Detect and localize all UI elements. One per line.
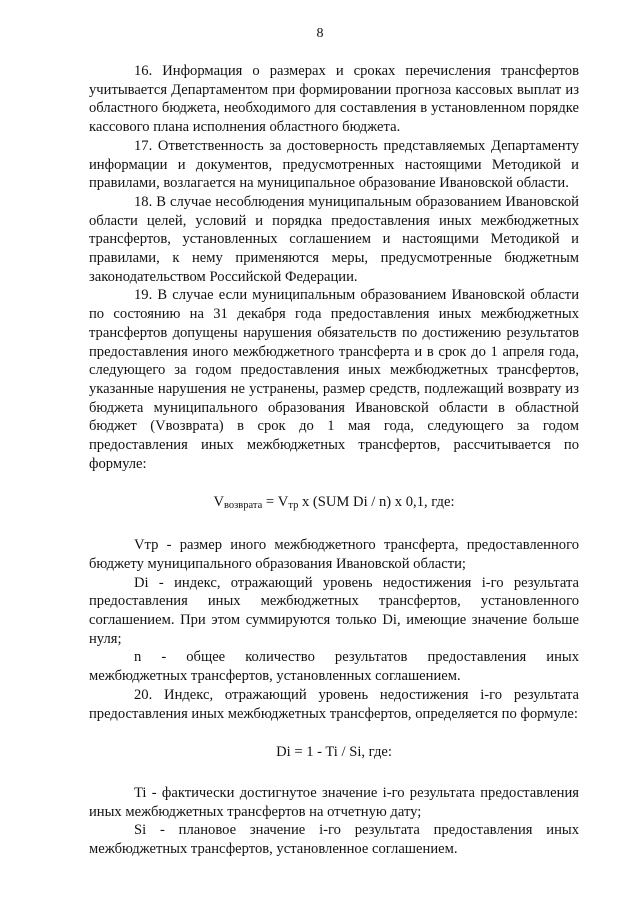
- definition-n: n - общее количество результатов предоставления иных межбюджетных трансфертов, установленных соглашением.: [89, 649, 579, 685]
- formula-return-amount: [89, 493, 579, 512]
- formula-lhs: V: [213, 494, 225, 511]
- formula-index: Di = 1 - Ti / Si, где:: [276, 744, 392, 761]
- definition-vtr: Vтр - размер иного межбюджетного трансферта, предоставленного бюджету муниципального образования Ивановской области;: [89, 537, 579, 572]
- formula-rest: x (SUM Di / n) x 0,1, где:: [298, 494, 455, 511]
- definition-si: Si - плановое значение i-го результата предоставления иных межбюджетных трансфертов, установленное соглашением.: [89, 822, 579, 858]
- definition-di: Di - индекс, отражающий уровень недостижения i-го результата предоставления иных межбюджетных трансфертов, установленного соглашением. При этом суммируются только Di, имеющие значение больше нуля;: [89, 574, 579, 647]
- definition-ti: Ti - фактически достигнутое значение i-го результата предоставления иных межбюджетных трансфертов на отчетную дату;: [89, 784, 579, 820]
- formula-equals: = V: [262, 494, 289, 511]
- paragraph-20: 20. Индекс, отражающий уровень недостижения i-го результата предоставления иных межбюджетных трансфертов, определяется по формуле:: [89, 686, 579, 722]
- page-number: 8: [316, 26, 324, 41]
- formula-lhs-subscript: возврата: [224, 500, 263, 512]
- paragraph-17: 17. Ответственность за достоверность представляемых Департаменту информации и документов, предусмотренных настоящими Методикой и правилами, возлагается на муниципальное образование Ивановской области.: [89, 137, 579, 192]
- paragraph-16: 16. Информация о размерах и сроках перечисления трансфертов учитывается Департаментом при формировании прогноза кассовых выплат из областного бюджета, необходимого для составления в установленном порядке кассового плана исполнения областного бюджета.: [89, 63, 579, 136]
- formula-rhs-subscript: тр: [288, 500, 299, 512]
- paragraph-18: 18. В случае несоблюдения муниципальным образованием Ивановской области целей, условий и порядка предоставления иных межбюджетных трансфертов, установленных соглашением и настоящими Методикой и правилами, к нему применяются меры, предусмотренные бюджетным законодательством Российской Федерации.: [89, 193, 579, 285]
- paragraph-19: 19. В случае если муниципальным образованием Ивановской области по состоянию на 31 декабря года предоставления иных межбюджетных трансфертов допущены нарушения обязательств по достижению результатов предоставления иного межбюджетного трансферта и в срок до 1 апреля года, следующего за годом предоставления иных межбюджетных трансфертов, указанные нарушения не устранены, размер средств, подлежащий возврату из бюджета муниципального образования Ивановской области в областной бюджет (Vвозврата) в срок до 1 мая года, следующего за годом предоставления иных межбюджетных трансфертов, рассчитывается по формуле:: [89, 287, 579, 472]
- document-body: [89, 62, 579, 859]
